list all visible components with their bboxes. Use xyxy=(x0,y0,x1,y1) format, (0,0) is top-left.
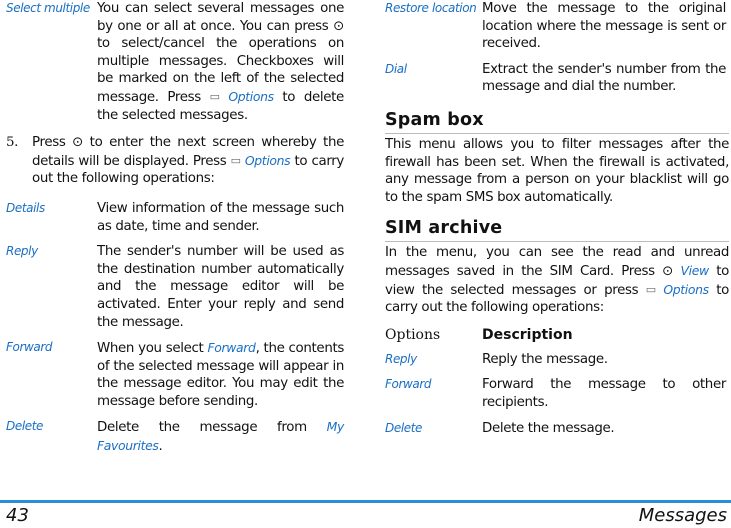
desc-select-multiple: You can select several messages one by one or all at once. You can press ⊙ to select/cancel the operations on multiple messages. Checkboxes will be marked on the left of the selected message. Press ▭ Options to delete the selected messages. xyxy=(97,1,344,123)
options-column-header: Options xyxy=(385,326,441,343)
left-column xyxy=(6,0,344,464)
page-number: 43 xyxy=(6,505,29,526)
definition-row-restore-location xyxy=(385,0,729,53)
sim-archive-heading: SIM archive xyxy=(385,218,503,239)
table-row xyxy=(385,420,729,438)
definition-row-reply xyxy=(6,243,344,331)
desc-dial: Extract the sender's number from the message and dial the number. xyxy=(482,61,726,95)
step-number: 5. xyxy=(6,135,19,151)
term-select-multiple: Select multiple xyxy=(6,1,90,15)
sim-archive-text: In the menu, you can see the read and unread messages saved in the SIM Card. Press ⊙ View to view the selected messages or press ▭ Options to carry out the following operations: xyxy=(385,245,729,316)
description-column-header: Description xyxy=(482,326,573,343)
definition-row-forward xyxy=(6,339,344,410)
table-row xyxy=(385,376,729,411)
softkey-icon: ▭ xyxy=(645,282,656,296)
definition-row-dial xyxy=(385,61,729,96)
section-name: Messages xyxy=(638,505,727,526)
step-5 xyxy=(6,134,344,188)
term-reply: Reply xyxy=(6,244,38,259)
options-table-header xyxy=(385,327,729,343)
definition-row-details xyxy=(6,200,344,235)
desc-restore-location: Move the message to the original location where the message is sent or received. xyxy=(482,1,726,52)
desc-delete: Delete the message. xyxy=(482,420,615,436)
spam-box-heading: Spam box xyxy=(385,109,484,130)
definition-row-delete xyxy=(6,418,344,455)
definition-row-select-multiple xyxy=(6,0,344,124)
term-details: Details xyxy=(6,200,45,215)
term-delete: Delete xyxy=(6,419,44,434)
heading-rule xyxy=(385,133,729,134)
term-delete: Delete xyxy=(385,420,423,435)
desc-reply: The sender's number will be used as the destination number automatically and the message editor will be activated. Enter your reply and send the message. xyxy=(97,244,344,330)
softkey-icon: ▭ xyxy=(209,89,220,103)
term-restore-location: Restore location xyxy=(385,1,477,15)
right-column xyxy=(385,0,729,445)
desc-details: View information of the message such as date, time and sender. xyxy=(97,200,344,234)
term-dial: Dial xyxy=(385,61,407,76)
term-forward: Forward xyxy=(385,377,432,392)
heading-rule xyxy=(385,241,729,242)
term-reply: Reply xyxy=(385,351,417,366)
desc-reply: Reply the message. xyxy=(482,351,608,367)
table-row xyxy=(385,351,729,369)
step-text: Press ⊙ to enter the next screen whereby the details will be displayed. Press ▭ Options to carry out the following operations: xyxy=(32,135,344,187)
spam-box-text: This menu allows you to filter messages after the firewall has been set. When the firewall is activated, any message from a person on your blacklist will go to the spam SMS box automatically. xyxy=(385,136,729,205)
softkey-icon: ▭ xyxy=(230,153,241,167)
desc-forward: Forward the message to other recipients. xyxy=(482,377,726,410)
term-forward: Forward xyxy=(6,340,53,355)
footer-rule xyxy=(0,500,731,503)
desc-forward: When you select Forward, the contents of the selected message will appear in the message editor. You may edit the message before sending. xyxy=(97,340,344,409)
desc-delete: Delete the message from My Favourites. xyxy=(97,419,344,455)
